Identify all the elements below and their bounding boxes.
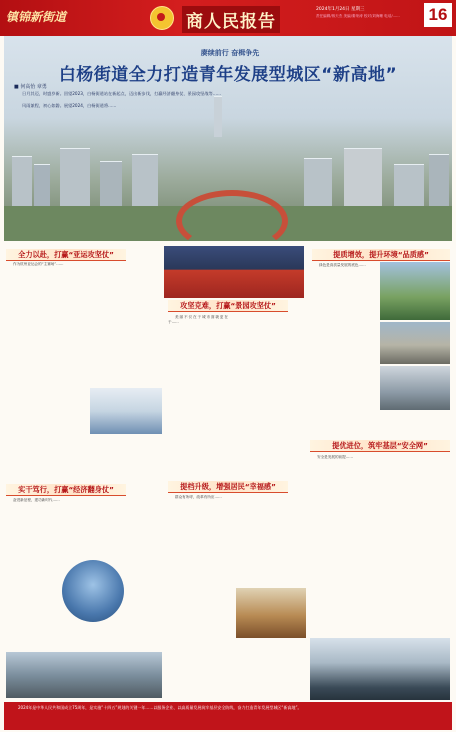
hero-kicker: 赓续前行 奋楫争先 bbox=[200, 49, 260, 57]
article-safety: 安全是发展的前提…… bbox=[317, 455, 353, 459]
headline: 白杨街道全力打造青年发展型城区“新高地” bbox=[58, 65, 398, 85]
page-number: 16 bbox=[424, 3, 452, 27]
article-economy: 奋进新征程，建功新时代…… bbox=[13, 498, 60, 502]
masthead-calligraphy: 镇锦新街道 bbox=[6, 10, 67, 24]
closing-paragraph: 2024年是中华人民共和国成立75周年，是实施“十四五”规划的关键一年……以服务企业、以高质量发展筑牢基层安全防线，奋力打造青年发展型城区“新高地”。 bbox=[4, 702, 452, 730]
lead-paragraph-1: 日月其迈，时盛岁新。回望2023，白杨街道站在新起点，迈出新步伐，打赢经济翻身仗、景园攻坚战等…… bbox=[22, 91, 222, 96]
industrial-park-circle-image bbox=[62, 560, 124, 622]
riverside-image bbox=[380, 366, 450, 410]
section-title-scenic: 攻坚克难，打赢“景园攻坚仗” bbox=[168, 300, 288, 312]
street-renovation-image bbox=[380, 322, 450, 364]
section-title-asian-games: 全力以赴，打赢“亚运攻坚仗” bbox=[6, 249, 126, 261]
emblem-center-icon bbox=[157, 13, 165, 21]
paper-name: 商人民报告 bbox=[182, 6, 280, 33]
article-asian-games-cont bbox=[90, 246, 162, 316]
park-landscape-image bbox=[380, 262, 450, 320]
article-scenic-cont bbox=[232, 315, 298, 475]
byline: ■ 何高怡 章勇 bbox=[14, 84, 47, 90]
roundabout-road-image bbox=[176, 190, 288, 252]
section-title-economy: 实干笃行，打赢“经济翻身仗” bbox=[6, 484, 126, 496]
article-scenic: 美丽不仅在于城市面貌更在于…… bbox=[168, 315, 228, 325]
industrial-building-image bbox=[6, 652, 162, 698]
article-wellbeing: 群众有所呼，改革有所应…… bbox=[175, 495, 222, 499]
lead-paragraph-2: 风雨兼程，初心如磐。展望2024，白杨街道将…… bbox=[22, 103, 117, 108]
section-title-safety: 提优进位，筑牢基层“安全网” bbox=[310, 440, 450, 452]
safety-patrol-image bbox=[310, 638, 450, 700]
article-asian-games: 作为杭州亚运会的“主赛场”…… bbox=[13, 262, 64, 266]
group-photo-banner-image bbox=[164, 246, 304, 298]
article-economy-cont bbox=[66, 498, 162, 560]
community-dining-image bbox=[236, 588, 306, 638]
issue-date: 2024年1月24日 星期三 bbox=[316, 7, 365, 12]
editor-info: 责任编辑/蒋天杰 美编/秦荣涛 校对/刘海珊 电话/…… bbox=[316, 14, 400, 18]
award-ceremony-image bbox=[90, 388, 162, 434]
section-title-environment: 提质增效，提升环境“品质感” bbox=[312, 249, 450, 261]
section-title-wellbeing: 提档升级，增强居民“幸福感” bbox=[168, 481, 288, 493]
article-environment: 绿色是高质量发展的底色…… bbox=[319, 263, 366, 267]
article-safety-cont bbox=[380, 455, 450, 635]
